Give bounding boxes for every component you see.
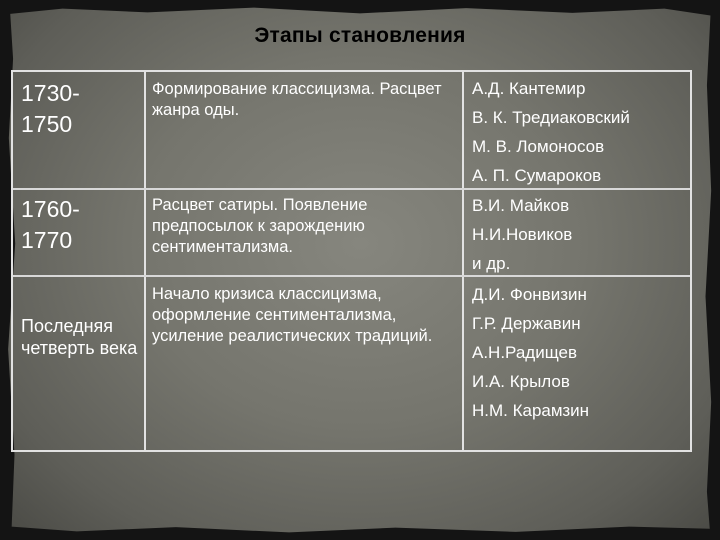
authors-cell xyxy=(472,191,687,278)
period-cell: Последняя четверть века xyxy=(21,316,138,358)
authors-cell xyxy=(472,280,687,425)
author-name: А.Н.Радищев xyxy=(472,343,577,362)
description-cell: Начало кризиса классицизма, оформление сентиментализма, усиление реалистических традиций. xyxy=(152,285,433,345)
author-name: Д.И. Фонвизин xyxy=(472,285,587,304)
stages-table xyxy=(11,70,692,452)
author-name: Н.И.Новиков xyxy=(472,225,573,244)
description-cell: Расцвет сатиры. Появление предпосылок к зарождению сентиментализма. xyxy=(152,196,368,256)
column-divider xyxy=(144,72,146,450)
author-name: А.Д. Кантемир xyxy=(472,79,586,98)
author-name: и др. xyxy=(472,254,511,273)
author-name: И.А. Крылов xyxy=(472,372,570,391)
author-name: В. К. Тредиаковский xyxy=(472,108,630,127)
period-cell: 1760- 1770 xyxy=(21,196,80,253)
description-cell: Формирование классицизма. Расцвет жанра оды. xyxy=(152,80,442,119)
author-name: Г.Р. Державин xyxy=(472,314,581,333)
column-divider xyxy=(462,72,464,450)
period-cell: 1730- 1750 xyxy=(21,80,80,137)
author-name: Н.М. Карамзин xyxy=(472,401,590,420)
author-name: А. П. Сумароков xyxy=(472,166,602,185)
authors-cell xyxy=(472,74,687,190)
page-title: Этапы становления xyxy=(254,24,466,47)
author-name: В.И. Майков xyxy=(472,196,570,215)
author-name: М. В. Ломоносов xyxy=(472,137,605,156)
